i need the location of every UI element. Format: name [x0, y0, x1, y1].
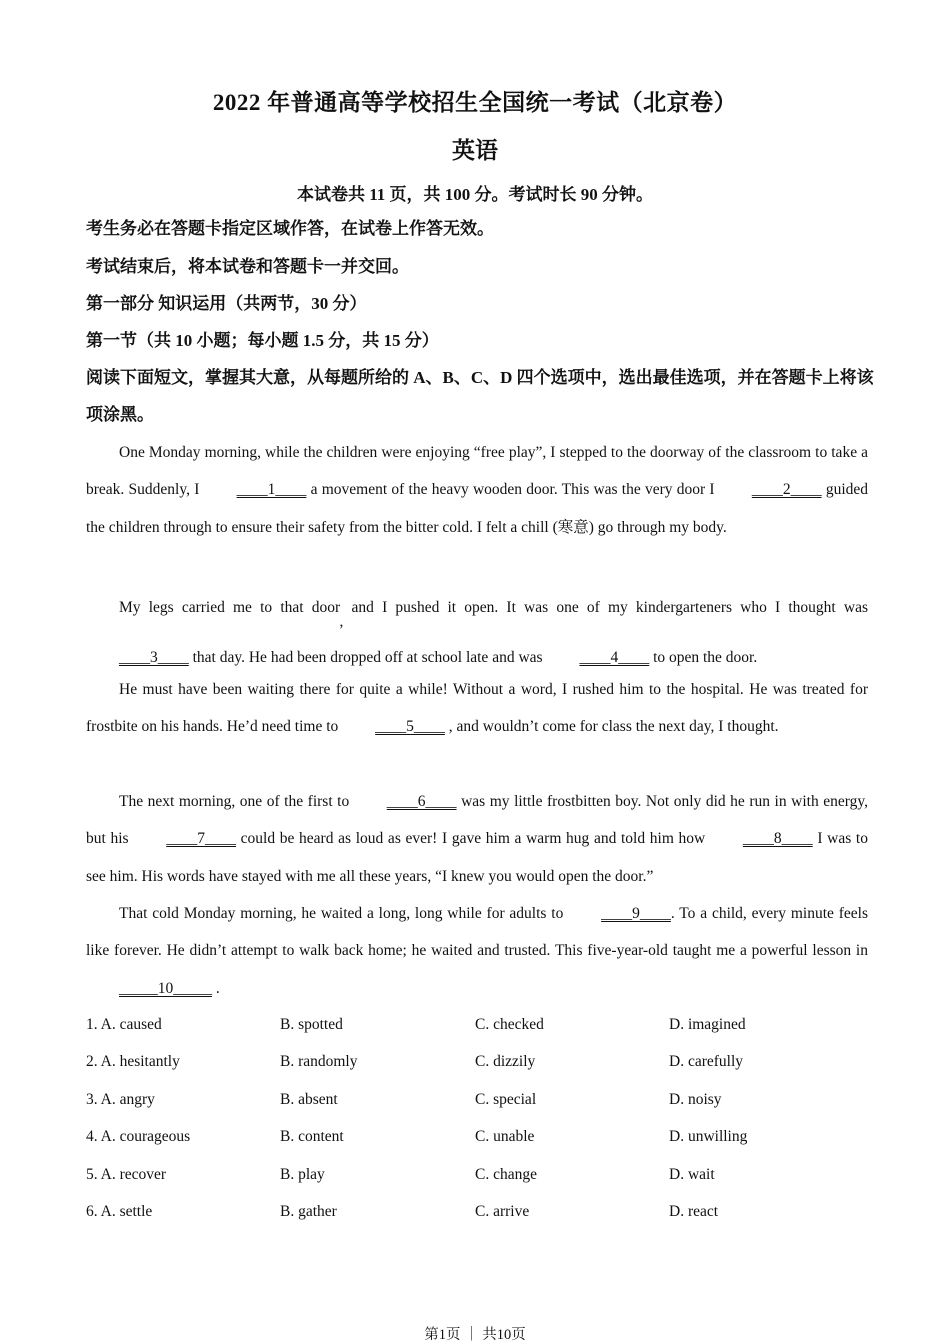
- passage-paragraph-5: [86, 895, 868, 1007]
- text: That cold Monday morning, he waited a long, long while for adults to: [119, 905, 569, 922]
- option-a: 6. A. settle: [86, 1202, 153, 1220]
- text: The next morning, one of the first to: [119, 793, 354, 810]
- text: and I pushed it open. It was one of my kindergarteners who I thought was: [343, 599, 868, 616]
- text: , and wouldn’t come for class the next day, I thought.: [444, 718, 779, 736]
- option-b: B. spotted: [280, 1016, 343, 1033]
- question-row-5: [86, 1164, 866, 1201]
- text: that day. He had been dropped off at school late and was: [188, 649, 547, 666]
- text: My legs carried me to that door: [119, 599, 340, 616]
- question-row-3: [86, 1089, 866, 1126]
- text: .: [212, 979, 220, 997]
- option-b: B. gather: [280, 1202, 337, 1220]
- text: He must have been waiting there for quite a while! Without a word, I rushed him to the hospital. He was treated for frostbite on his hands. He’d need time to: [86, 681, 868, 736]
- option-a: 5. A. recover: [86, 1165, 167, 1183]
- option-d: D. imagined: [669, 1016, 746, 1033]
- text: . To a child, every minute feels like forever. He didn’t attempt to walk back home; he waited and trusted. This five-year-old taught me a powerful lesson in: [86, 905, 868, 960]
- blank-6: ____6____: [386, 793, 457, 810]
- text: was my little frostbitten boy. Not only did he run in with energy, but his: [86, 793, 869, 848]
- blank-8: ____8____: [742, 830, 813, 848]
- part-heading: 第一部分 知识运用（共两节，30 分）: [86, 294, 367, 313]
- option-d: D. noisy: [669, 1090, 722, 1108]
- option-d: D. wait: [669, 1165, 715, 1183]
- blank-9: ____9____: [601, 905, 671, 922]
- option-a: 4. A. courageous: [86, 1128, 191, 1146]
- question-options: [86, 1014, 866, 1238]
- passage-paragraph-2: [86, 583, 868, 683]
- blank-1: ____1____: [236, 481, 307, 499]
- option-c: C. special: [475, 1090, 537, 1108]
- text: guided the children through to ensure their safety from the bitter cold. I felt a chill (寒意) go through my body.: [86, 481, 869, 536]
- comma-mark: ,: [339, 613, 344, 630]
- text: One Monday morning, while the children were enjoying “free play”, I stepped to the doorway of the classroom to take a break. Suddenly, I: [86, 444, 868, 499]
- instruction-line-1: 考生务必在答题卡指定区域作答，在试卷上作答无效。: [86, 219, 494, 238]
- option-b: B. content: [280, 1128, 344, 1146]
- text: could be heard as loud as ever! I gave him a warm hug and told him how: [235, 830, 710, 848]
- blank-7: ____7____: [166, 830, 236, 848]
- passage-paragraph-1: [86, 434, 868, 546]
- text: to open the door.: [649, 649, 758, 666]
- option-d: D. react: [669, 1202, 719, 1220]
- option-c: C. dizzily: [475, 1053, 536, 1071]
- option-a: 2. A. hesitantly: [86, 1053, 180, 1071]
- question-row-4: [86, 1126, 866, 1163]
- question-row-2: [86, 1051, 866, 1088]
- text: I was to see him. His words have stayed with me all these years, “I knew you would open the door.”: [86, 830, 868, 885]
- passage-paragraph-3: [86, 671, 868, 746]
- option-c: C. checked: [475, 1016, 544, 1033]
- option-d: D. carefully: [669, 1053, 744, 1071]
- blank-3: ____3____: [119, 649, 189, 666]
- blank-2: ____2____: [751, 481, 822, 499]
- passage-paragraph-4: [86, 783, 868, 895]
- text: a movement of the heavy wooden door. This was the very door I: [306, 481, 719, 499]
- option-c: C. arrive: [475, 1202, 530, 1220]
- option-d: D. unwilling: [669, 1128, 748, 1146]
- blank-10: _____10_____: [119, 979, 212, 997]
- directions: 阅读下面短文，掌握其大意，从每题所给的 A、B、C、D 四个选项中，选出最佳选项，并在答题卡上将该项涂黑。: [86, 368, 874, 424]
- question-row-6: [86, 1201, 866, 1238]
- exam-title: 2022 年普通高等学校招生全国统一考试（北京卷）: [212, 90, 738, 115]
- question-row-1: [86, 1014, 866, 1051]
- exam-info: 本试卷共 11 页，共 100 分。考试时长 90 分钟。: [296, 185, 654, 204]
- page-footer: 第1页 ｜ 共10页: [424, 1327, 526, 1343]
- section-heading: 第一节（共 10 小题；每小题 1.5 分，共 15 分）: [86, 331, 439, 350]
- subject-title: 英语: [452, 138, 498, 163]
- blank-5: ____5____: [375, 718, 445, 736]
- option-a: 3. A. angry: [86, 1090, 155, 1108]
- instruction-line-2: 考试结束后，将本试卷和答题卡一并交回。: [86, 257, 409, 276]
- option-c: C. change: [475, 1165, 537, 1183]
- option-b: B. randomly: [280, 1053, 358, 1071]
- blank-4: ____4____: [579, 649, 650, 666]
- option-b: B. play: [280, 1165, 325, 1183]
- option-c: C. unable: [475, 1128, 535, 1146]
- option-b: B. absent: [280, 1090, 338, 1108]
- option-a: 1. A. caused: [86, 1016, 162, 1033]
